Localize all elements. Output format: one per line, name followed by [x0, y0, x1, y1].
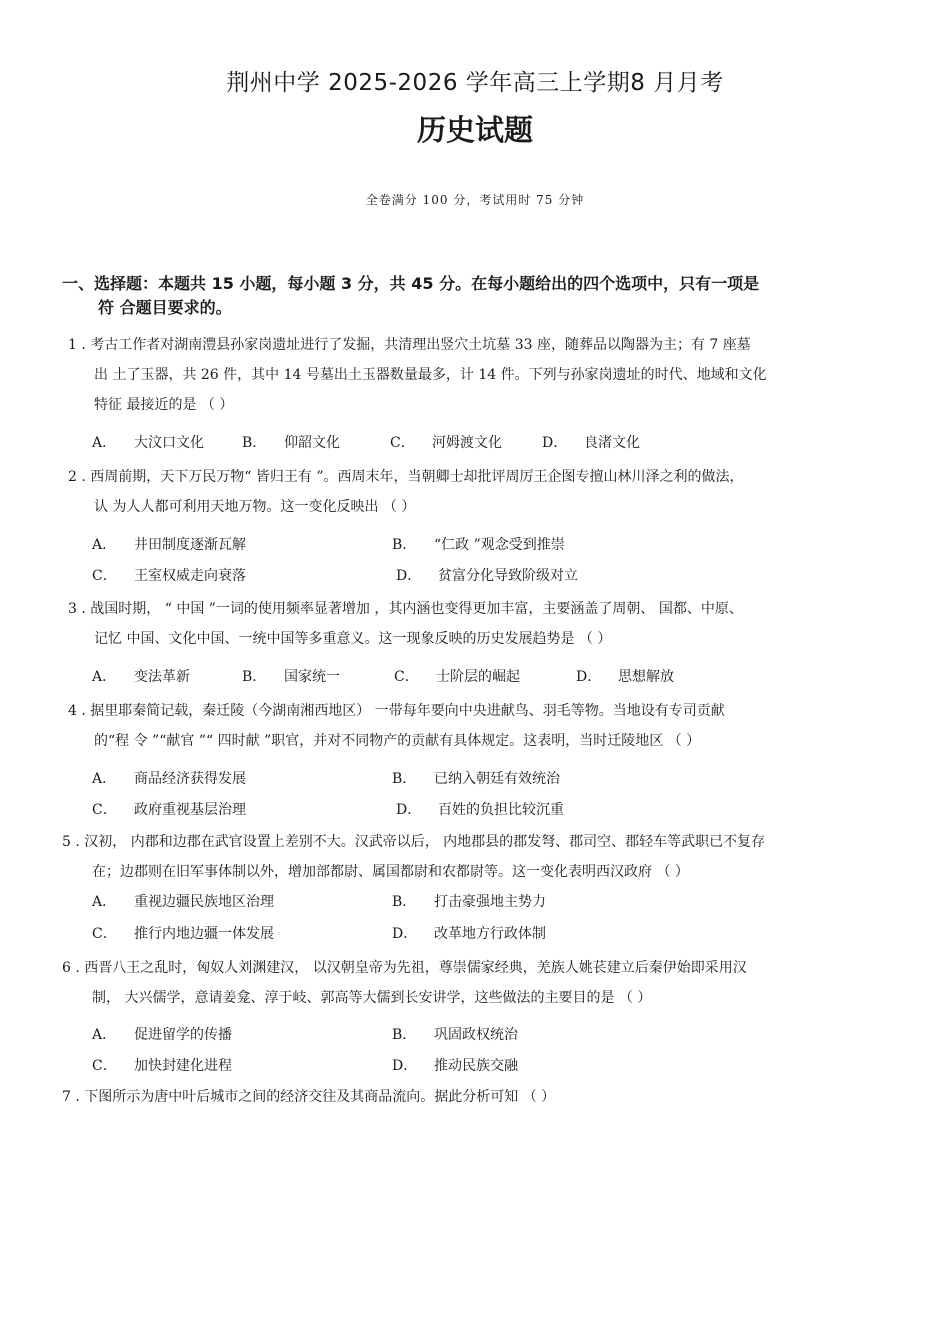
option-text: 商品经济获得发展: [134, 771, 246, 787]
option-text: 良渚文化: [584, 435, 640, 451]
option-text: 变法革新: [134, 669, 190, 685]
option-letter: D．: [396, 802, 422, 818]
option-letter: A．: [92, 1027, 117, 1043]
option-letter: D．: [392, 926, 418, 942]
question-5-option-a[interactable]: [92, 890, 274, 914]
question-2-line2: 认 为人人都可利用天地万物。这一变化反映出 （ ）: [94, 499, 416, 515]
option-text: 加快封建化进程: [134, 1058, 232, 1074]
question-6-line2: 制， 大兴儒学，意请姜龛、淳于岐、郭高等大儒到长安讲学，这些做法的主要目的是 （ ）: [92, 990, 652, 1006]
option-letter: A．: [92, 435, 117, 451]
question-1-option-c[interactable]: [390, 431, 502, 455]
section-heading: [62, 272, 892, 320]
option-text: 王室权威走向衰落: [134, 568, 246, 584]
question-1-line1: 1 . 考古工作者对湖南澧县孙家岗遗址进行了发掘，共清理出竖穴土坑墓 33 座，随葬品以陶器为主；有 7 座墓: [68, 337, 751, 353]
option-text: 已纳入朝廷有效统治: [434, 771, 560, 787]
option-letter: B．: [392, 771, 417, 787]
option-letter: A．: [92, 894, 117, 910]
option-letter: C．: [92, 1058, 117, 1074]
section-heading-line2: 符 合题目要求的。: [98, 298, 232, 317]
question-6: [62, 953, 747, 1013]
option-letter: A．: [92, 771, 117, 787]
exam-info: 全卷满分 100 分，考试用时 75 分钟: [365, 193, 585, 207]
option-letter: B．: [242, 669, 267, 685]
question-4-line2: 的“程 令 ”“献官 ”“ 四时献 ”职官，并对不同物产的贡献有具体规定。这表明，当时迁陵地区 （ ）: [94, 733, 701, 749]
question-5-option-d[interactable]: [392, 922, 546, 946]
option-text: 促进留学的传播: [134, 1027, 232, 1043]
option-text: 打击豪强地主势力: [434, 894, 546, 910]
option-text: 重视边疆民族地区治理: [134, 894, 274, 910]
option-letter: D．: [576, 669, 602, 685]
option-letter: B．: [392, 894, 417, 910]
option-letter: C．: [390, 435, 415, 451]
option-text: 改革地方行政体制: [434, 926, 546, 942]
option-letter: A．: [92, 537, 117, 553]
question-4: [68, 696, 725, 756]
option-letter: D．: [396, 568, 422, 584]
question-4-option-d[interactable]: [396, 798, 564, 822]
question-5-line2: 在；边郡则在旧军事体制以外，增加部都尉、属国都尉和农都尉等。这一变化表明西汉政府 （ ）: [92, 864, 689, 880]
question-1-option-a[interactable]: [92, 431, 204, 455]
question-4-option-b[interactable]: [392, 767, 560, 791]
question-1-line2: 出 土了玉器，共 26 件，其中 14 号墓出土玉器数量最多，计 14 件。下列与孙家岗遗址的时代、地域和文化: [94, 367, 767, 383]
section-heading-line1: 一、选择题：本题共 15 小题，每小题 3 分，共 45 分。在每小题给出的四个选项中，只有一项是: [62, 274, 760, 293]
option-text: 仰韶文化: [284, 435, 340, 451]
question-3-line2: 记忆 中国、文化中国、一统中国等多重意义。这一现象反映的历史发展趋势是 （ ）: [94, 631, 612, 647]
question-5-option-c[interactable]: [92, 922, 274, 946]
question-2: [68, 462, 743, 522]
question-3-option-c[interactable]: [394, 665, 520, 689]
question-3-option-b[interactable]: [242, 665, 340, 689]
option-text: 思想解放: [618, 669, 674, 685]
option-text: 大汶口文化: [134, 435, 204, 451]
question-4-option-c[interactable]: [92, 798, 246, 822]
option-text: 贫富分化导致阶级对立: [438, 568, 578, 584]
question-5-line1: 5 . 汉初， 内郡和边郡在武官设置上差别不大。汉武帝以后， 内地郡县的郡发弩、郡司空、郡轻车等武职已不复存: [62, 834, 766, 850]
question-2-option-c[interactable]: [92, 564, 246, 588]
option-letter: D．: [392, 1058, 418, 1074]
option-letter: C．: [394, 669, 419, 685]
question-6-option-a[interactable]: [92, 1023, 232, 1047]
option-letter: C．: [92, 926, 117, 942]
option-letter: B．: [392, 537, 417, 553]
question-3-option-a[interactable]: [92, 665, 190, 689]
question-6-option-b[interactable]: [392, 1023, 518, 1047]
question-6-option-d[interactable]: [392, 1054, 518, 1078]
question-2-option-a[interactable]: [92, 533, 246, 557]
option-letter: B．: [242, 435, 267, 451]
option-letter: C．: [92, 802, 117, 818]
option-text: 国家统一: [284, 669, 340, 685]
option-text: 百姓的负担比较沉重: [438, 802, 564, 818]
option-letter: B．: [392, 1027, 417, 1043]
question-3: [68, 594, 743, 654]
option-text: 井田制度逐渐瓦解: [134, 537, 246, 553]
question-2-line1: 2 . 西周前期，天下万民万物“ 皆归王有 ”。西周末年，当朝卿士却批评周厉王企图专擅山林川泽之利的做法，: [68, 469, 744, 485]
question-6-option-c[interactable]: [92, 1054, 232, 1078]
question-4-line1: 4 . 据里耶秦简记载，秦迁陵（今湖南湘西地区） 一带每年要向中央进献鸟、羽毛等物。当地设有专司贡献: [68, 703, 725, 719]
question-5-option-b[interactable]: [392, 890, 546, 914]
question-2-option-b[interactable]: [392, 533, 565, 557]
question-1-line3: 特征 最接近的是 （ ）: [94, 397, 234, 413]
option-letter: A．: [92, 669, 117, 685]
question-4-option-a[interactable]: [92, 767, 246, 791]
option-text: “仁政 ”观念受到推崇: [434, 537, 565, 553]
subject-title: 历史试题: [416, 113, 533, 147]
option-text: 士阶层的崛起: [436, 669, 520, 685]
question-5: [62, 827, 765, 887]
option-text: 推动民族交融: [434, 1058, 518, 1074]
question-2-option-d[interactable]: [396, 564, 578, 588]
exam-title: 荆州中学 2025-2026 学年高三上学期8 月月考: [226, 70, 724, 96]
question-7-line1: 7 . 下图所示为唐中叶后城市之间的经济交往及其商品流向。据此分析可知 （ ）: [62, 1089, 556, 1105]
question-1-option-b[interactable]: [242, 431, 340, 455]
option-letter: D．: [542, 435, 568, 451]
question-7: [62, 1082, 555, 1112]
option-text: 河姆渡文化: [432, 435, 502, 451]
option-text: 推行内地边疆一体发展: [134, 926, 274, 942]
question-6-line1: 6 . 西晋八王之乱时，匈奴人刘渊建汉， 以汉朝皇帝为先祖，尊崇儒家经典，羌族人姚苌建立后秦伊始即采用汉: [62, 960, 747, 976]
question-1-option-d[interactable]: [542, 431, 640, 455]
option-text: 政府重视基层治理: [134, 802, 246, 818]
option-letter: C．: [92, 568, 117, 584]
question-3-option-d[interactable]: [576, 665, 674, 689]
option-text: 巩固政权统治: [434, 1027, 518, 1043]
question-3-line1: 3 . 战国时期， “ 中国 ”一词的使用频率显著增加 ，其内涵也变得更加丰富，主要涵盖了周朝、 国都、中原、: [68, 601, 743, 617]
question-1: [68, 330, 767, 420]
